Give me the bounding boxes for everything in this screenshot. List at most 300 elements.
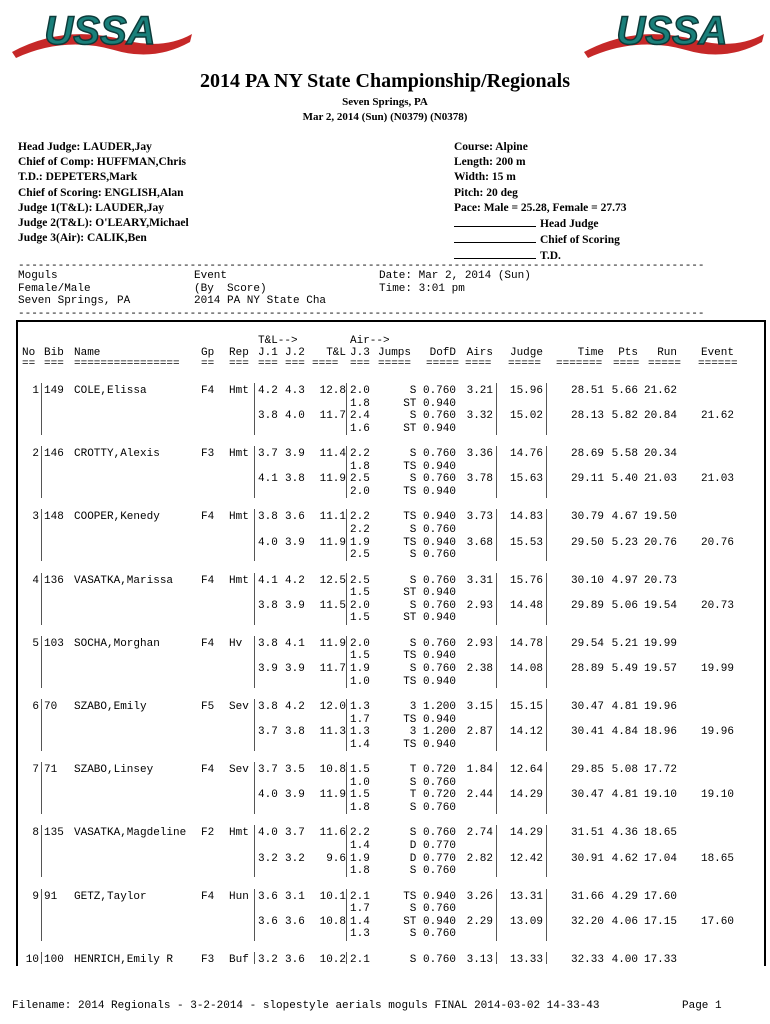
header-underline: ===== (378, 358, 412, 370)
column-separator (41, 825, 42, 877)
athlete-rank: 5 (32, 637, 39, 650)
athlete-rank: 10 (25, 953, 39, 966)
column-separator (254, 573, 255, 625)
athlete-name: CROTTY,Alexis (74, 448, 160, 461)
score-airs: 3.36 (466, 448, 493, 461)
athlete-group: F4 (201, 574, 215, 587)
event-info-datetime: Date: Mar 2, 2014 (Sun) Time: 3:01 pm (379, 270, 531, 295)
athlete-rank: 8 (32, 827, 39, 840)
column-separator (254, 446, 255, 498)
time-points: 4.36 (611, 827, 638, 840)
time-points: 4.00 (611, 953, 638, 966)
time-points: 4.67 (611, 511, 638, 524)
score-j2: 3.5 (285, 764, 305, 777)
athlete-group: F4 (201, 637, 215, 650)
athlete-rank: 1 (32, 385, 39, 397)
score-airs: 3.26 (466, 890, 493, 903)
score-airs: 2.44 (466, 789, 493, 802)
athlete-rank: 3 (32, 511, 39, 524)
column-separator (41, 952, 42, 964)
score-j2: 3.9 (285, 448, 305, 461)
athlete-rank: 2 (32, 448, 39, 461)
column-separator (496, 383, 497, 435)
event-score: 21.62 (700, 410, 734, 423)
event-score: 17.60 (700, 915, 734, 928)
officials-list (18, 140, 189, 246)
jump-1: S 0.760 (409, 599, 456, 612)
jump-2: S 0.760 (409, 802, 456, 814)
athlete-rank: 4 (32, 574, 39, 587)
athlete-group: F5 (201, 701, 215, 713)
score-j2: 4.0 (285, 410, 305, 423)
score-j3-air1: 2.0 (350, 599, 370, 612)
jump-1: S 0.760 (409, 663, 456, 675)
time-points: 4.29 (611, 890, 638, 903)
athlete-group: F4 (201, 385, 215, 397)
score-judge: 14.83 (509, 511, 543, 524)
score-airs: 2.93 (466, 637, 493, 650)
run-score: 20.73 (643, 574, 677, 587)
run-score: 19.10 (643, 789, 677, 802)
official-chief-of-comp: Chief of Comp: HUFFMAN,Chris (18, 156, 187, 169)
column-separator (496, 699, 497, 751)
column-separator (546, 383, 547, 435)
athlete-bib: 70 (44, 701, 58, 713)
jump-1: S 0.760 (409, 953, 456, 966)
signature-head-judge: Head Judge (454, 216, 626, 232)
time-points: 4.06 (611, 915, 638, 928)
athlete-name: GETZ,Taylor (74, 890, 147, 903)
header-dofd: DofD (429, 347, 456, 359)
header-underline: ======= (556, 358, 603, 370)
column-separator (496, 889, 497, 941)
score-j3-air2: 1.7 (350, 713, 370, 726)
athlete-bib: 71 (44, 764, 58, 777)
jump-2: D 0.770 (409, 840, 456, 852)
score-j1: 3.6 (258, 915, 278, 928)
score-j1: 3.8 (258, 637, 278, 650)
athlete-rep: Hmt (229, 511, 249, 524)
score-j2: 3.8 (285, 726, 305, 739)
header-underline: ===== (426, 358, 460, 370)
header-underline: === (44, 358, 64, 370)
score-j2: 4.1 (285, 637, 305, 650)
athlete-rank: 6 (32, 701, 39, 713)
column-separator (346, 952, 347, 964)
score-j2: 3.6 (285, 915, 305, 928)
athlete-rep: Sev (229, 701, 249, 713)
event-score: 20.76 (700, 536, 734, 549)
athlete-name: COOPER,Kenedy (74, 511, 160, 524)
run-score: 19.99 (643, 637, 677, 650)
score-judge: 15.02 (509, 410, 543, 423)
score-j3-air1: 1.9 (350, 663, 370, 675)
athlete-rep: Hv (229, 637, 243, 650)
athlete-name: COLE,Elissa (74, 385, 147, 397)
time-points: 5.40 (611, 473, 638, 486)
event-score: 19.96 (700, 726, 734, 739)
header-underline: ==== (465, 358, 492, 370)
run-time: 31.66 (570, 890, 604, 903)
divider-top: -------------------------------------------------------------------------------------------------------- (18, 260, 705, 272)
run-score: 19.96 (643, 701, 677, 713)
page-number: Page 1 (682, 1000, 722, 1012)
score-j3-air2: 1.0 (350, 776, 370, 789)
score-j2: 3.1 (285, 890, 305, 903)
jump-1: 3 1.200 (409, 701, 456, 713)
run-score: 19.50 (643, 511, 677, 524)
jump-1: TS 0.940 (403, 536, 456, 549)
run-time: 29.85 (570, 764, 604, 777)
score-j1: 3.2 (258, 953, 278, 966)
score-j3-air1: 1.3 (350, 726, 370, 739)
column-separator (254, 762, 255, 814)
header-gp: Gp (201, 347, 215, 359)
time-points: 5.82 (611, 410, 638, 423)
column-separator (546, 952, 547, 964)
header-rep: Rep (229, 347, 249, 359)
header-no: No (22, 347, 36, 359)
run-score: 19.54 (643, 599, 677, 612)
column-separator (546, 699, 547, 751)
course-pitch: Pitch: 20 deg (454, 186, 518, 199)
event-score: 19.10 (700, 789, 734, 802)
score-j2: 3.7 (285, 827, 305, 840)
score-judge: 14.29 (509, 789, 543, 802)
header-underline: === (285, 358, 305, 370)
score-tl: 11.6 (319, 827, 346, 840)
jump-1: TS 0.940 (403, 890, 456, 903)
column-separator (346, 383, 347, 435)
score-airs: 1.84 (466, 764, 493, 777)
column-separator (41, 762, 42, 814)
score-judge: 15.76 (509, 574, 543, 587)
column-separator (41, 509, 42, 561)
jump-2: S 0.760 (409, 776, 456, 789)
athlete-bib: 149 (44, 385, 64, 397)
header-j3: J.3 (350, 347, 370, 359)
score-j3-air2: 1.7 (350, 903, 370, 916)
score-j3-air2: 1.4 (350, 738, 370, 751)
jump-2: ST 0.940 (403, 422, 456, 435)
score-airs: 2.38 (466, 663, 493, 675)
athlete-bib: 148 (44, 511, 64, 524)
ussa-logo-right (576, 4, 766, 64)
run-time: 29.89 (570, 599, 604, 612)
score-j3-air1: 2.0 (350, 385, 370, 397)
column-separator (546, 446, 547, 498)
run-time: 28.13 (570, 410, 604, 423)
score-j3-air1: 1.3 (350, 701, 370, 713)
signature-line (454, 216, 536, 227)
athlete-rank: 9 (32, 890, 39, 903)
score-tl: 12.5 (319, 574, 346, 587)
score-j3-air2: 1.0 (350, 675, 370, 688)
event-info-event: Event (By Score) 2014 PA NY State Cha (194, 270, 327, 308)
signature-line (454, 248, 536, 259)
official-judge-1: Judge 1(T&L): LAUDER,Jay (18, 201, 164, 214)
column-separator (254, 699, 255, 751)
run-score: 21.62 (643, 385, 677, 397)
time-points: 5.49 (611, 663, 638, 675)
jump-1: T 0.720 (409, 764, 456, 777)
time-points: 5.08 (611, 764, 638, 777)
column-separator (41, 889, 42, 941)
score-j1: 3.7 (258, 448, 278, 461)
run-time: 30.91 (570, 852, 604, 865)
score-tl: 9.6 (326, 852, 346, 865)
time-points: 5.06 (611, 599, 638, 612)
score-airs: 3.73 (466, 511, 493, 524)
score-j2: 3.9 (285, 536, 305, 549)
athlete-group: F4 (201, 890, 215, 903)
signature-line (454, 232, 536, 243)
score-j3-air2: 1.5 (350, 612, 370, 625)
score-airs: 2.29 (466, 915, 493, 928)
score-airs: 3.13 (466, 953, 493, 966)
athlete-rank: 7 (32, 764, 39, 777)
signature-td: T.D. (454, 248, 626, 264)
jump-2: S 0.760 (409, 865, 456, 878)
official-head-judge: Head Judge: LAUDER,Jay (18, 141, 152, 153)
header-time: Time (577, 347, 604, 359)
score-tl: 11.9 (319, 536, 346, 549)
run-score: 17.15 (643, 915, 677, 928)
column-separator (346, 573, 347, 625)
score-j3-air2: 1.4 (350, 840, 370, 852)
score-j3-air1: 1.9 (350, 852, 370, 865)
athlete-rep: Hmt (229, 827, 249, 840)
score-j1: 3.8 (258, 511, 278, 524)
header-underline: ====== (698, 358, 738, 370)
score-judge: 13.31 (509, 890, 543, 903)
score-tl: 12.0 (319, 701, 346, 713)
column-separator (346, 509, 347, 561)
run-time: 29.54 (570, 637, 604, 650)
athlete-group: F3 (201, 953, 215, 966)
score-j1: 4.2 (258, 385, 278, 397)
jump-1: S 0.760 (409, 574, 456, 587)
score-j3-air1: 1.9 (350, 536, 370, 549)
ussa-logo-left (4, 4, 194, 64)
athlete-name: SZABO,Linsey (74, 764, 154, 777)
score-airs: 3.31 (466, 574, 493, 587)
header-name: Name (74, 347, 101, 359)
run-time: 28.89 (570, 663, 604, 675)
score-tl: 11.9 (319, 473, 346, 486)
official-chief-of-scoring: Chief of Scoring: ENGLISH,Alan (18, 186, 184, 199)
column-separator (254, 383, 255, 435)
jump-1: S 0.760 (409, 637, 456, 650)
score-j2: 3.6 (285, 953, 305, 966)
score-judge: 12.64 (509, 764, 543, 777)
run-time: 31.51 (570, 827, 604, 840)
score-tl: 11.7 (319, 663, 346, 675)
jump-1: 3 1.200 (409, 726, 456, 739)
jump-1: T 0.720 (409, 789, 456, 802)
run-time: 29.11 (570, 473, 604, 486)
jump-1: ST 0.940 (403, 915, 456, 928)
official-td: T.D.: DEPETERS,Mark (18, 171, 138, 184)
time-points: 4.84 (611, 726, 638, 739)
jump-1: S 0.760 (409, 473, 456, 486)
score-j3-air2: 1.5 (350, 587, 370, 600)
header-underline: ==== (312, 358, 339, 370)
jump-2: TS 0.940 (403, 460, 456, 473)
column-separator (41, 636, 42, 688)
run-time: 30.47 (570, 789, 604, 802)
column-separator (41, 573, 42, 625)
athlete-rep: Hmt (229, 385, 249, 397)
column-separator (546, 889, 547, 941)
column-separator (496, 825, 497, 877)
jump-1: TS 0.940 (403, 511, 456, 524)
run-score: 21.03 (643, 473, 677, 486)
group-header-tl: T&L--> (258, 335, 298, 347)
score-j3-air2: 1.8 (350, 397, 370, 410)
column-separator (254, 889, 255, 941)
column-separator (346, 636, 347, 688)
score-judge: 14.29 (509, 827, 543, 840)
course-name: Course: Alpine (454, 141, 528, 153)
score-j3-air2: 1.3 (350, 928, 370, 941)
score-j3-air1: 2.5 (350, 473, 370, 486)
jump-2: TS 0.940 (403, 713, 456, 726)
score-j3-air2: 2.2 (350, 524, 370, 536)
header-underline: == (201, 358, 215, 370)
score-judge: 14.78 (509, 637, 543, 650)
column-separator (496, 446, 497, 498)
header-judge: Judge (509, 347, 543, 359)
score-judge: 13.33 (509, 953, 543, 966)
run-score: 19.57 (643, 663, 677, 675)
header-underline: ===== (508, 358, 542, 370)
time-points: 5.58 (611, 448, 638, 461)
score-tl: 10.2 (319, 953, 346, 966)
time-points: 5.66 (611, 385, 638, 397)
course-info (454, 140, 626, 265)
jump-1: S 0.760 (409, 410, 456, 423)
score-tl: 11.9 (319, 789, 346, 802)
header-underline: ================ (74, 358, 180, 370)
score-j3-air1: 1.5 (350, 764, 370, 777)
score-j3-air2: 1.6 (350, 422, 370, 435)
score-tl: 12.8 (319, 385, 346, 397)
results-table (16, 320, 766, 966)
score-judge: 14.08 (509, 663, 543, 675)
score-airs: 3.78 (466, 473, 493, 486)
score-j3-air2: 2.5 (350, 549, 370, 562)
official-judge-3: Judge 3(Air): CALIK,Ben (18, 232, 147, 245)
score-j3-air1: 2.1 (350, 890, 370, 903)
score-j3-air2: 2.0 (350, 486, 370, 498)
column-separator (546, 509, 547, 561)
column-separator (546, 762, 547, 814)
score-j1: 4.0 (258, 789, 278, 802)
column-separator (496, 573, 497, 625)
score-airs: 3.15 (466, 701, 493, 713)
run-time: 32.20 (570, 915, 604, 928)
score-judge: 12.42 (509, 852, 543, 865)
column-separator (41, 446, 42, 498)
score-tl: 10.8 (319, 764, 346, 777)
score-judge: 15.96 (509, 385, 543, 397)
signature-chief-of-scoring: Chief of Scoring (454, 232, 626, 248)
jump-2: S 0.760 (409, 549, 456, 562)
run-time: 29.50 (570, 536, 604, 549)
time-points: 5.23 (611, 536, 638, 549)
event-score: 18.65 (700, 852, 734, 865)
athlete-group: F4 (201, 764, 215, 777)
athlete-rep: Hmt (229, 448, 249, 461)
score-airs: 2.82 (466, 852, 493, 865)
athlete-bib: 135 (44, 827, 64, 840)
column-separator (546, 636, 547, 688)
score-j3-air2: 1.8 (350, 865, 370, 878)
athlete-bib: 100 (44, 953, 64, 966)
event-info-discipline: Moguls Female/Male Seven Springs, PA (18, 270, 131, 308)
score-tl: 11.1 (319, 511, 346, 524)
header-underline: ===== (648, 358, 682, 370)
run-time: 30.79 (570, 511, 604, 524)
score-j3-air1: 2.5 (350, 574, 370, 587)
score-j1: 3.2 (258, 852, 278, 865)
jump-1: D 0.770 (409, 852, 456, 865)
column-separator (254, 952, 255, 964)
score-j2: 3.8 (285, 473, 305, 486)
score-judge: 13.09 (509, 915, 543, 928)
event-date-line: Mar 2, 2014 (Sun) (N0379) (N0378) (302, 111, 468, 123)
event-score: 19.99 (700, 663, 734, 675)
run-time: 28.69 (570, 448, 604, 461)
score-j3-air1: 2.2 (350, 511, 370, 524)
jump-2: S 0.760 (409, 524, 456, 536)
run-score: 17.04 (643, 852, 677, 865)
group-header-air: Air--> (350, 335, 390, 347)
run-time: 28.51 (570, 385, 604, 397)
score-j1: 3.9 (258, 663, 278, 675)
run-score: 17.33 (643, 953, 677, 966)
score-j3-air1: 2.0 (350, 637, 370, 650)
jump-1: S 0.760 (409, 827, 456, 840)
score-airs: 2.87 (466, 726, 493, 739)
athlete-rep: Hun (229, 890, 249, 903)
score-j1: 4.0 (258, 536, 278, 549)
score-j2: 3.2 (285, 852, 305, 865)
athlete-group: F4 (201, 511, 215, 524)
score-judge: 15.53 (509, 536, 543, 549)
header-pts: Pts (618, 347, 638, 359)
score-tl: 11.4 (319, 448, 346, 461)
official-judge-2: Judge 2(T&L): O'LEARY,Michael (18, 217, 189, 230)
header-run: Run (657, 347, 677, 359)
score-judge: 14.12 (509, 726, 543, 739)
score-j3-air1: 2.2 (350, 448, 370, 461)
athlete-name: VASATKA,Marissa (74, 574, 174, 587)
divider-bottom: -------------------------------------------------------------------------------------------------------- (18, 308, 705, 320)
athlete-name: SZABO,Emily (74, 701, 147, 713)
header-airs: Airs (466, 347, 493, 359)
score-airs: 3.21 (466, 385, 493, 397)
header-underline: === (350, 358, 370, 370)
score-airs: 3.68 (466, 536, 493, 549)
run-score: 20.84 (643, 410, 677, 423)
score-j2: 3.6 (285, 511, 305, 524)
run-time: 30.47 (570, 701, 604, 713)
score-j1: 4.1 (258, 473, 278, 486)
jump-2: S 0.760 (409, 928, 456, 941)
header-underline: ==== (613, 358, 640, 370)
